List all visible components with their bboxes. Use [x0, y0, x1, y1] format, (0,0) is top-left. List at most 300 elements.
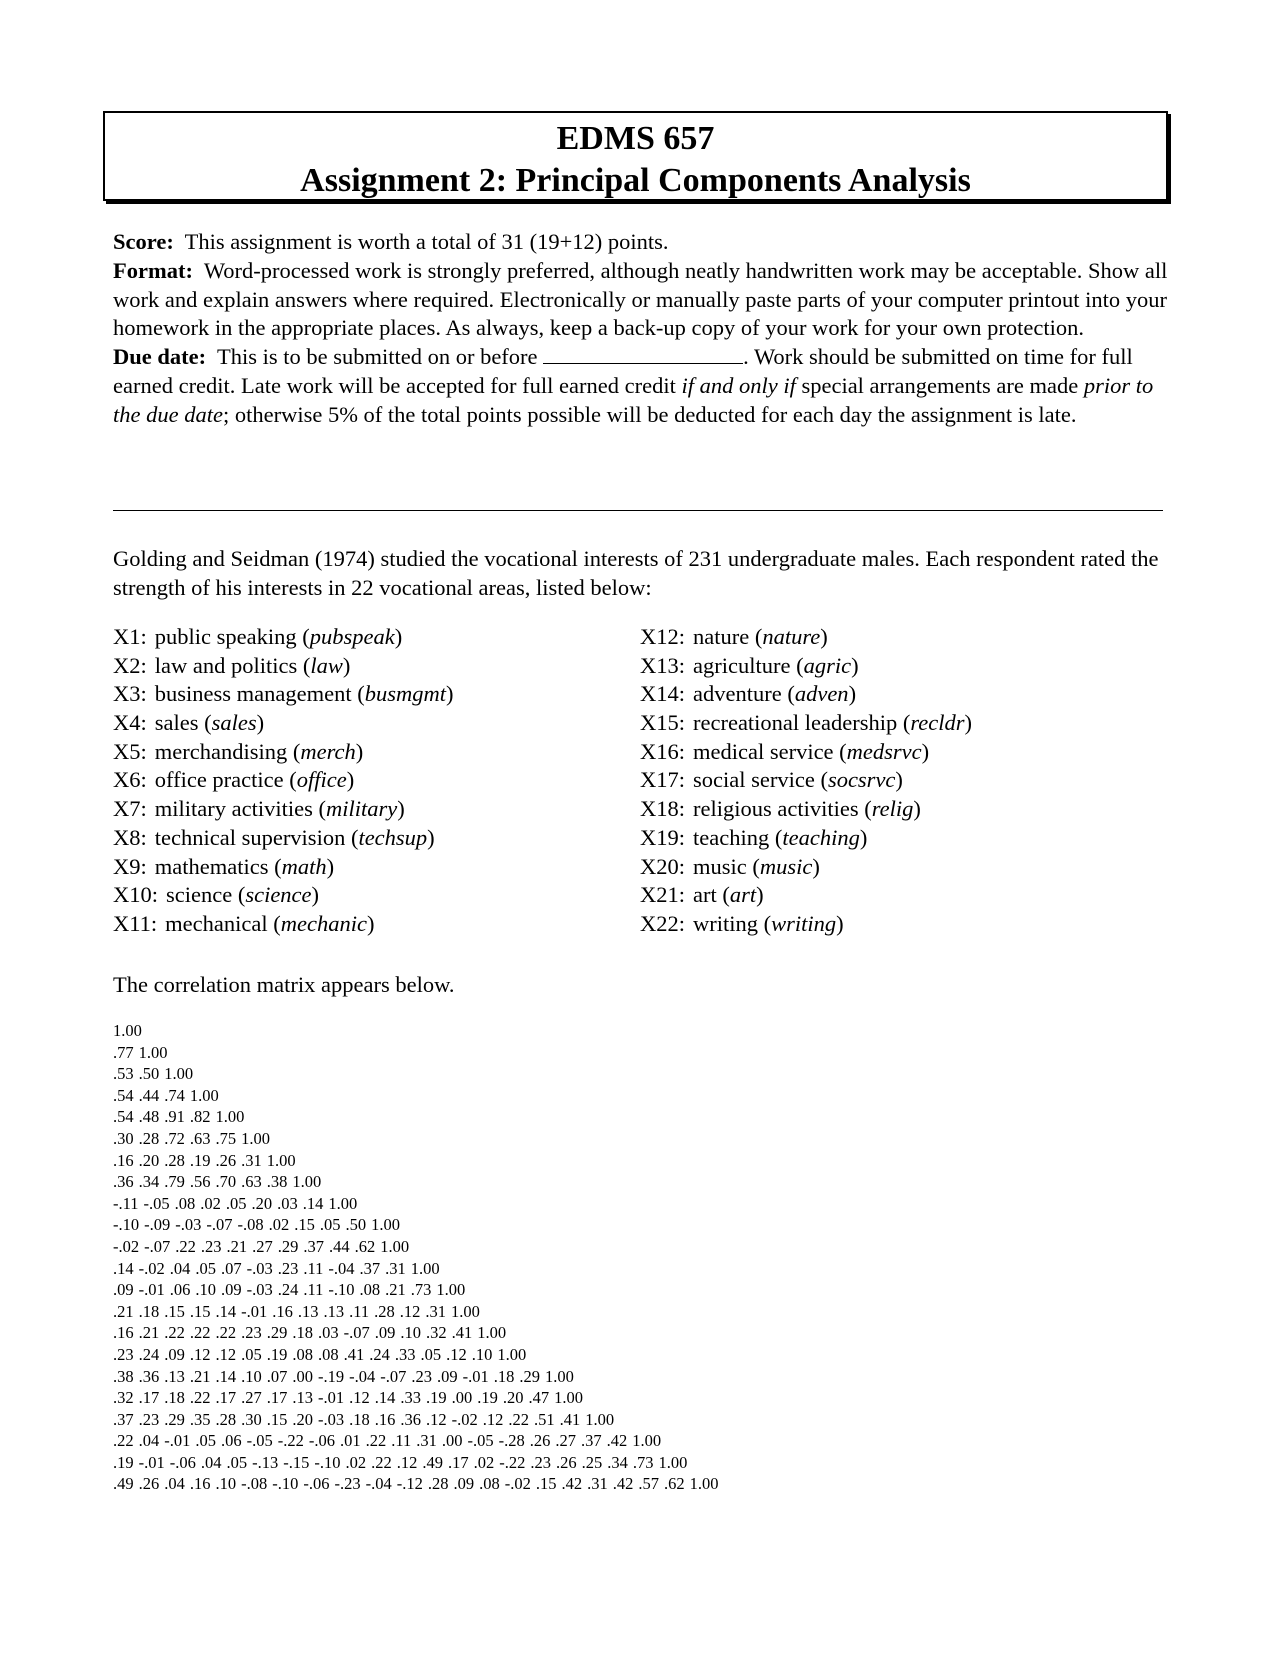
matrix-cell: .25: [581, 1452, 603, 1472]
matrix-cell: .49: [422, 1452, 443, 1472]
matrix-cell: 1.00: [585, 1409, 615, 1429]
matrix-cell: .15: [266, 1409, 288, 1429]
score-label: Score:: [113, 229, 174, 254]
variable-id: X17:: [640, 767, 685, 793]
matrix-cell: .50: [138, 1064, 160, 1084]
variable-abbr: math: [281, 853, 327, 879]
variable-item: [113, 766, 453, 795]
matrix-cell: .02: [345, 1452, 367, 1472]
matrix-cell: -.02: [504, 1474, 531, 1494]
variable-name: law and politics (: [154, 652, 311, 678]
matrix-cell: .72: [164, 1128, 185, 1148]
variable-abbr: socsrvc: [827, 767, 896, 793]
matrix-cell: .16: [189, 1474, 211, 1494]
matrix-cell: -.01: [318, 1388, 345, 1408]
matrix-row: [113, 1279, 724, 1301]
matrix-cell: .28: [427, 1474, 449, 1494]
variable-name: music (: [693, 853, 760, 879]
matrix-cell: .22: [371, 1452, 392, 1472]
variable-abbr: techsup: [358, 824, 428, 850]
variable-name: social service (: [693, 767, 828, 793]
variable-name: art (: [693, 882, 730, 908]
matrix-cell: .05: [241, 1344, 262, 1364]
matrix-cell: -.06: [303, 1474, 330, 1494]
variable-item: [640, 853, 972, 882]
variable-name: military activities (: [154, 796, 326, 822]
matrix-cell: .73: [632, 1452, 654, 1472]
matrix-cell: .11: [303, 1280, 324, 1300]
variable-name: teaching (: [693, 824, 783, 850]
matrix-cell: .37: [303, 1236, 324, 1256]
matrix-cell: -.02: [451, 1409, 478, 1429]
variable-close: ): [820, 624, 828, 649]
variable-close: ): [366, 910, 375, 936]
matrix-cell: 1.00: [189, 1085, 219, 1105]
matrix-cell: -.03: [246, 1258, 273, 1278]
matrix-cell: .14: [302, 1193, 324, 1213]
matrix-cell: .07: [266, 1366, 288, 1386]
matrix-cell: -.09: [144, 1215, 171, 1235]
variable-abbr: merch: [300, 738, 356, 764]
matrix-cell: .17: [448, 1452, 469, 1472]
matrix-cell: .09: [453, 1474, 475, 1494]
matrix-cell: .08: [359, 1280, 381, 1300]
matrix-cell: .15: [164, 1301, 185, 1321]
matrix-cell: .15: [294, 1215, 315, 1235]
matrix-cell: .13: [297, 1301, 319, 1321]
matrix-cell: .17: [215, 1388, 237, 1408]
variable-id: X11:: [113, 910, 158, 936]
matrix-cell: .12: [396, 1452, 418, 1472]
variable-item: [640, 881, 972, 910]
matrix-cell: .36: [113, 1172, 134, 1192]
matrix-cell: .09: [164, 1344, 185, 1364]
variable-item: [113, 623, 453, 652]
matrix-cell: .33: [400, 1388, 421, 1408]
variable-id: X7:: [113, 796, 147, 822]
matrix-cell: 1.00: [292, 1172, 322, 1192]
variable-item: [113, 881, 453, 910]
matrix-cell: .18: [292, 1323, 313, 1343]
variable-close: ): [836, 910, 844, 936]
matrix-row: [113, 1258, 724, 1280]
matrix-cell: -.01: [138, 1452, 165, 1472]
due-text-2: . Work should be submitted on time for full earned credit. Late work will be accepted for full earned credit: [113, 344, 1133, 398]
variable-item: [113, 910, 453, 939]
matrix-cell: .16: [113, 1323, 134, 1343]
matrix-cell: .31: [587, 1474, 608, 1494]
matrix-cell: -.10: [314, 1452, 341, 1472]
format-text: Word-processed work is strongly preferred, although neatly handwritten work may be acceptable. Show all work and explain answers where required. Electronically or manually paste parts of your computer printout into your homework in the appropriate places. As always, keep a back-up copy of your work for your own protection.: [113, 257, 1168, 341]
variable-id: X16:: [640, 738, 685, 764]
variable-abbr: recldr: [910, 710, 965, 736]
matrix-cell: .31: [425, 1301, 447, 1321]
study-description: Golding and Seidman (1974) studied the vocational interests of 231 undergraduate males. Each respondent rated the strength of his interests in 22 vocational areas, listed below:: [113, 546, 1159, 600]
matrix-cell: .35: [189, 1409, 211, 1429]
matrix-cell: .24: [277, 1280, 299, 1300]
matrix-cell: .22: [189, 1388, 211, 1408]
matrix-cell: .05: [319, 1215, 341, 1235]
matrix-cell: 1.00: [328, 1193, 358, 1213]
matrix-cell: -.06: [308, 1431, 335, 1451]
matrix-cell: .00: [441, 1431, 463, 1451]
matrix-cell: .18: [138, 1301, 160, 1321]
variable-name: business management (: [154, 681, 365, 707]
matrix-cell: .22: [175, 1236, 196, 1256]
variable-close: ): [342, 652, 351, 678]
matrix-cell: .10: [195, 1280, 216, 1300]
matrix-cell: -.03: [318, 1409, 345, 1429]
matrix-cell: -.12: [396, 1474, 423, 1494]
matrix-cell: .09: [221, 1280, 242, 1300]
matrix-cell: .63: [241, 1172, 262, 1192]
matrix-cell: .22: [164, 1323, 185, 1343]
matrix-row: [113, 1193, 724, 1215]
variable-abbr: busmgmt: [364, 681, 446, 707]
matrix-cell: -.02: [113, 1236, 140, 1256]
matrix-cell: .27: [555, 1431, 577, 1451]
variable-id: X6:: [113, 767, 147, 793]
matrix-cell: .36: [400, 1409, 421, 1429]
matrix-cell: .16: [272, 1301, 293, 1321]
variable-item: [640, 766, 972, 795]
variable-item: [640, 623, 972, 652]
matrix-row: [113, 1366, 724, 1388]
matrix-cell: .13: [164, 1366, 185, 1386]
matrix-cell: -.01: [138, 1280, 165, 1300]
matrix-cell: -.05: [467, 1431, 494, 1451]
matrix-cell: .01: [340, 1431, 361, 1451]
matrix-cell: .16: [374, 1409, 396, 1429]
variable-abbr: pubspeak: [309, 624, 395, 649]
matrix-cell: .00: [292, 1366, 313, 1386]
matrix-cell: -.03: [246, 1280, 273, 1300]
variable-abbr: military: [325, 796, 398, 822]
variable-item: [640, 738, 972, 767]
matrix-cell: .26: [529, 1431, 551, 1451]
matrix-cell: .77: [113, 1042, 134, 1062]
matrix-cell: .44: [138, 1085, 160, 1105]
matrix-cell: .24: [138, 1344, 160, 1364]
matrix-cell: 1.00: [164, 1064, 194, 1084]
correlation-matrix: [113, 1020, 724, 1495]
variable-id: X19:: [640, 824, 685, 850]
matrix-cell: .14: [113, 1258, 134, 1278]
matrix-cell: .38: [266, 1172, 288, 1192]
variable-close: ): [964, 710, 973, 736]
matrix-cell: 1.00: [451, 1301, 480, 1321]
matrix-cell: .20: [292, 1409, 313, 1429]
matrix-cell: -.03: [175, 1215, 202, 1235]
matrix-cell: 1.00: [266, 1150, 296, 1170]
variable-item: [640, 652, 972, 681]
matrix-cell: .82: [189, 1107, 211, 1127]
due-text-3: special arrangements are made: [801, 372, 1079, 398]
matrix-row: [113, 1020, 724, 1042]
matrix-cell: .02: [473, 1452, 495, 1472]
matrix-cell: .32: [426, 1323, 447, 1343]
matrix-cell: -.22: [499, 1452, 526, 1472]
matrix-row: [113, 1214, 724, 1236]
matrix-cell: .08: [479, 1474, 500, 1494]
matrix-cell: .23: [411, 1366, 432, 1386]
matrix-cell: .22: [365, 1431, 387, 1451]
variable-id: X1:: [113, 624, 147, 649]
title-box: [103, 111, 1168, 201]
matrix-cell: .37: [113, 1409, 134, 1429]
variable-id: X14:: [640, 681, 685, 707]
horizontal-rule: [113, 510, 1163, 511]
variable-name: adventure (: [693, 681, 795, 707]
matrix-cell: .42: [561, 1474, 583, 1494]
matrix-cell: .63: [189, 1128, 211, 1148]
variable-item: [113, 795, 453, 824]
due-italic-1: if and only if: [681, 372, 796, 398]
matrix-cell: .53: [113, 1064, 134, 1084]
variable-abbr: writing: [771, 910, 837, 936]
matrix-cell: .00: [451, 1388, 473, 1408]
matrix-cell: 1.00: [477, 1323, 507, 1343]
matrix-cell: -.05: [143, 1193, 170, 1213]
variable-close: ): [895, 767, 903, 793]
matrix-cell: .04: [164, 1474, 185, 1494]
matrix-cell: .91: [164, 1107, 185, 1127]
matrix-row: [113, 1301, 724, 1323]
matrix-cell: .19: [477, 1388, 498, 1408]
matrix-cell: .12: [189, 1344, 211, 1364]
matrix-cell: .05: [226, 1452, 248, 1472]
variable-abbr: mechanic: [280, 910, 367, 936]
matrix-row: [113, 1236, 724, 1258]
variable-close: ): [848, 681, 857, 707]
matrix-cell: .30: [241, 1409, 262, 1429]
variable-id: X3:: [113, 681, 147, 707]
variable-name: agriculture (: [693, 652, 804, 678]
matrix-cell: -.01: [462, 1366, 489, 1386]
variable-item: [113, 709, 453, 738]
matrix-cell: .15: [535, 1474, 557, 1494]
matrix-cell: .15: [189, 1301, 211, 1321]
matrix-cell: .50: [345, 1215, 367, 1235]
matrix-cell: .19: [189, 1150, 211, 1170]
score-text: This assignment is worth a total of 31 (19+12) points.: [184, 229, 669, 254]
matrix-cell: .22: [215, 1323, 237, 1343]
matrix-cell: .28: [374, 1301, 395, 1321]
matrix-cell: -.04: [328, 1258, 355, 1278]
matrix-cell: 1.00: [554, 1388, 583, 1408]
matrix-cell: .12: [399, 1301, 421, 1321]
matrix-cell: .54: [113, 1085, 134, 1105]
matrix-cell: .62: [354, 1236, 376, 1256]
variable-close: ): [859, 824, 868, 850]
matrix-cell: .04: [169, 1258, 191, 1278]
matrix-row: [113, 1473, 724, 1495]
variable-id: X18:: [640, 796, 685, 822]
matrix-cell: -.08: [237, 1215, 264, 1235]
matrix-cell: -.11: [113, 1193, 139, 1213]
matrix-cell: .08: [174, 1193, 196, 1213]
matrix-cell: -.07: [343, 1323, 370, 1343]
variable-abbr: law: [310, 652, 343, 678]
variable-item: [113, 824, 453, 853]
variable-item: [640, 824, 972, 853]
matrix-cell: 1.00: [497, 1344, 527, 1364]
matrix-cell: .27: [252, 1236, 273, 1256]
course-title: EDMS 657: [556, 120, 715, 157]
variable-id: X13:: [640, 652, 685, 678]
matrix-cell: .23: [530, 1452, 551, 1472]
variable-close: ): [921, 738, 930, 764]
matrix-cell: .18: [164, 1388, 185, 1408]
matrix-cell: .04: [138, 1431, 160, 1451]
variable-name: medical service (: [693, 738, 847, 764]
variable-name: science (: [166, 882, 246, 908]
variable-list-left: [113, 623, 453, 939]
matrix-cell: .09: [437, 1366, 458, 1386]
matrix-row: [113, 1063, 724, 1085]
variable-abbr: art: [729, 882, 757, 908]
variable-close: ): [346, 767, 355, 793]
matrix-cell: -.28: [498, 1431, 525, 1451]
matrix-cell: .30: [113, 1128, 134, 1148]
variable-abbr: office: [296, 767, 347, 793]
matrix-cell: .03: [318, 1323, 339, 1343]
matrix-cell: -.10: [272, 1474, 299, 1494]
matrix-cell: .20: [251, 1193, 273, 1213]
matrix-cell: .13: [292, 1388, 313, 1408]
variable-name: mechanical (: [165, 910, 281, 936]
matrix-cell: .12: [215, 1344, 237, 1364]
matrix-cell: .36: [138, 1366, 160, 1386]
variable-close: ): [913, 796, 921, 822]
matrix-cell: .20: [502, 1388, 524, 1408]
variable-name: religious activities (: [693, 796, 872, 822]
variable-name: writing (: [693, 910, 772, 936]
variable-id: X10:: [113, 882, 158, 908]
matrix-cell: .05: [195, 1431, 216, 1451]
matrix-cell: .19: [426, 1388, 447, 1408]
matrix-cell: .12: [349, 1388, 370, 1408]
matrix-cell: .10: [215, 1474, 237, 1494]
variable-id: X22:: [640, 910, 685, 936]
matrix-cell: .41: [343, 1344, 365, 1364]
variable-item: [113, 853, 453, 882]
variable-close: ): [812, 853, 820, 879]
instructions: [113, 228, 1183, 430]
matrix-cell: .29: [519, 1366, 540, 1386]
due-label: Due date:: [113, 344, 207, 370]
matrix-cell: .21: [385, 1280, 406, 1300]
variable-close: ): [256, 710, 265, 736]
matrix-cell: .56: [189, 1172, 211, 1192]
matrix-cell: .29: [277, 1236, 299, 1256]
matrix-cell: .06: [169, 1280, 191, 1300]
matrix-cell: .49: [113, 1474, 134, 1494]
matrix-cell: .19: [113, 1452, 134, 1472]
variable-name: mathematics (: [154, 853, 282, 879]
matrix-cell: .17: [266, 1388, 288, 1408]
matrix-cell: .48: [138, 1107, 160, 1127]
variable-item: [113, 680, 453, 709]
variable-item: [640, 910, 972, 939]
matrix-cell: 1.00: [410, 1258, 440, 1278]
matrix-cell: .22: [189, 1323, 211, 1343]
matrix-cell: .21: [138, 1323, 160, 1343]
matrix-cell: -.10: [113, 1215, 140, 1235]
matrix-cell: .74: [164, 1085, 185, 1105]
matrix-cell: .70: [215, 1172, 237, 1192]
variable-abbr: science: [245, 882, 312, 908]
matrix-cell: .37: [581, 1431, 602, 1451]
matrix-cell: .34: [138, 1172, 160, 1192]
matrix-cell: .05: [195, 1258, 216, 1278]
matrix-cell: .11: [303, 1258, 324, 1278]
matrix-cell: 1.00: [658, 1452, 688, 1472]
matrix-cell: .10: [400, 1323, 421, 1343]
variable-close: ): [355, 738, 364, 764]
matrix-row: [113, 1344, 724, 1366]
matrix-cell: .14: [215, 1301, 237, 1321]
variable-item: [640, 680, 972, 709]
variable-id: X9:: [113, 853, 147, 879]
matrix-cell: .21: [226, 1236, 248, 1256]
matrix-cell: .34: [607, 1452, 628, 1472]
matrix-cell: .05: [420, 1344, 442, 1364]
matrix-row: [113, 1128, 724, 1150]
variable-id: X2:: [113, 652, 147, 678]
matrix-cell: .12: [482, 1409, 504, 1429]
variable-id: X4:: [113, 710, 147, 736]
variable-id: X15:: [640, 710, 685, 736]
variable-name: technical supervision (: [154, 824, 359, 850]
matrix-cell: .21: [189, 1366, 211, 1386]
assignment-title: Assignment 2: Principal Components Analysis: [300, 162, 971, 199]
matrix-cell: .27: [241, 1388, 262, 1408]
matrix-cell: .26: [215, 1150, 237, 1170]
variable-close: ): [311, 882, 320, 908]
variable-item: [640, 709, 972, 738]
matrix-cell: .79: [164, 1172, 185, 1192]
due-date-blank: [543, 345, 743, 364]
matrix-cell: .47: [528, 1388, 550, 1408]
matrix-cell: .41: [451, 1323, 473, 1343]
matrix-cell: -.07: [380, 1366, 407, 1386]
matrix-cell: .37: [359, 1258, 381, 1278]
variable-id: X20:: [640, 853, 685, 879]
due-text-4: ; otherwise 5% of the total points possible will be deducted for each day the assignment is late.: [222, 401, 1077, 427]
matrix-cell: .10: [471, 1344, 493, 1364]
matrix-cell: .26: [138, 1474, 160, 1494]
matrix-row: [113, 1322, 724, 1344]
matrix-cell: .28: [164, 1150, 185, 1170]
matrix-cell: .73: [410, 1280, 432, 1300]
variable-abbr: medsrvc: [846, 738, 922, 764]
matrix-cell: .16: [113, 1150, 134, 1170]
matrix-cell: -.23: [334, 1474, 361, 1494]
matrix-cell: -.04: [349, 1366, 376, 1386]
matrix-cell: .09: [374, 1323, 396, 1343]
matrix-cell: .42: [606, 1431, 628, 1451]
variable-close: ): [326, 853, 335, 879]
matrix-cell: .17: [138, 1388, 160, 1408]
matrix-cell: .18: [493, 1366, 515, 1386]
matrix-cell: -.13: [252, 1452, 279, 1472]
matrix-cell: .75: [215, 1128, 237, 1148]
variable-name: nature (: [693, 624, 763, 649]
matrix-cell: .23: [138, 1409, 160, 1429]
matrix-cell: -.02: [138, 1258, 165, 1278]
matrix-cell: 1.00: [689, 1474, 719, 1494]
